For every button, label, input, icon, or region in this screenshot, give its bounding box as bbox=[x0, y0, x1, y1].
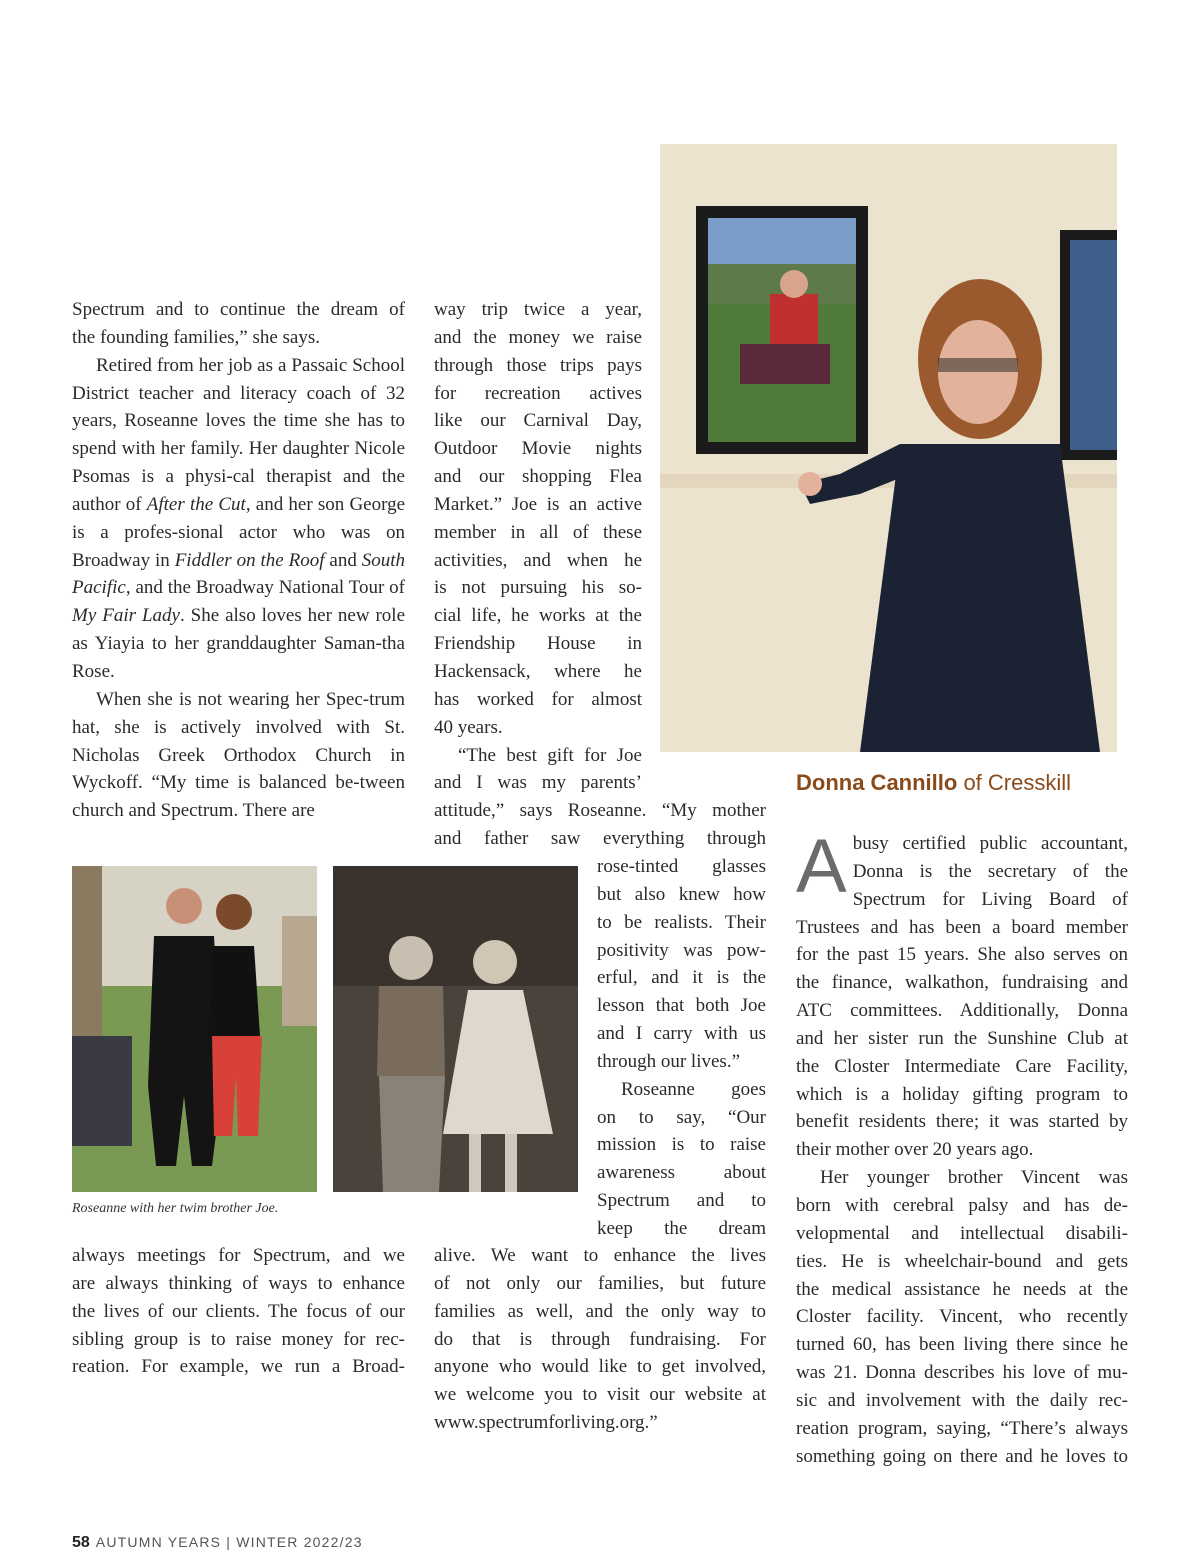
text-line: Closter facility. Vincent, who recently bbox=[796, 1306, 1128, 1328]
text-line: Hackensack, where he bbox=[434, 660, 642, 682]
text-line: benefit residents there; it was started by bbox=[796, 1111, 1128, 1133]
text-line: rose-tinted glasses bbox=[597, 856, 766, 877]
text-line: and father saw everything through bbox=[434, 827, 766, 849]
text-line: like our Carnival Day, bbox=[434, 410, 642, 432]
text-line: do that is through fundraising. For bbox=[434, 1328, 766, 1350]
text-line: their mother over 20 years ago. bbox=[796, 1139, 1034, 1161]
text-line: member in all of these bbox=[434, 521, 642, 543]
text-line: alive. We want to enhance the lives bbox=[434, 1245, 766, 1266]
text-line: was 21. Donna describes his love of mu- bbox=[796, 1362, 1128, 1384]
paragraph-retired: Retired from her job as a Passaic School District teacher and literacy coach of 32 years, Roseanne loves the time she has to spend with her family. Her daughter Nicole Psomas is a physi-cal therapist and the author of After the Cut, and her son George is a profes-sional actor who was on Broadway in Fiddler on the Roof and South Pacific, and the Broadway National Tour of My Fair Lady. She also loves her new role as Yiayia to her granddaughter Saman-tha Rose. bbox=[72, 354, 406, 682]
text-line: 40 years. bbox=[434, 716, 503, 738]
text-line: born with cerebral palsy and has de- bbox=[796, 1194, 1128, 1216]
text-line: lesson that both Joe bbox=[597, 995, 766, 1017]
column-2-top bbox=[434, 296, 642, 797]
text-line: ties. He is wheelchair-bound and gets bbox=[796, 1250, 1128, 1272]
text-line: Outdoor Movie nights bbox=[434, 438, 642, 460]
text-line: of not only our families, but future bbox=[434, 1272, 766, 1294]
text-line: “The best gift for Joe bbox=[458, 744, 642, 766]
donna-photo bbox=[660, 144, 1117, 752]
donna-photo-illustration bbox=[660, 144, 1117, 752]
text-line: attitude,” says Roseanne. “My mother bbox=[434, 800, 766, 821]
text-line: reation program, saying, “There’s always bbox=[796, 1417, 1128, 1439]
column-2-wide-lines bbox=[434, 797, 766, 853]
text-line: for recreation actives bbox=[434, 382, 642, 404]
text-line: and I carry with us bbox=[597, 1023, 766, 1045]
text-line: Spectrum for Living Board of bbox=[852, 888, 1128, 910]
heading-name: Donna Cannillo bbox=[796, 770, 958, 795]
text-line: turned 60, has been living there since he bbox=[796, 1334, 1128, 1356]
text-line: www.spectrumforliving.org.” bbox=[434, 1412, 658, 1434]
text-line: sibling group is to raise money for rec- bbox=[72, 1328, 405, 1350]
text-line: through those trips pays bbox=[434, 354, 642, 376]
column-2-bottom bbox=[434, 1242, 766, 1437]
text-line: ATC committees. Additionally, Donna bbox=[796, 1000, 1128, 1022]
text-line: the finance, walkathon, fundraising and bbox=[796, 972, 1128, 994]
text-line: and the money we raise bbox=[434, 326, 642, 348]
text-line: Spectrum and to continue the dream of bbox=[72, 299, 405, 320]
text-line: Spectrum and to bbox=[597, 1190, 766, 1212]
text-line: busy certified public accountant, bbox=[852, 833, 1128, 854]
text-line: on to say, “Our bbox=[597, 1106, 766, 1128]
heading-place: of Cresskill bbox=[957, 770, 1072, 795]
text-line: through our lives.” bbox=[597, 1050, 741, 1072]
text-line: reation. For example, we run a Broad- bbox=[72, 1356, 405, 1378]
column-1-bottom bbox=[72, 1242, 405, 1381]
text-line: families as well, and the only way to bbox=[434, 1300, 766, 1322]
text-line: awareness about bbox=[597, 1162, 766, 1184]
text-line: Market.” Joe is an active bbox=[434, 493, 642, 515]
text-line: the lives of our clients. The focus of our bbox=[72, 1300, 405, 1322]
text-line: always meetings for Spectrum, and we bbox=[72, 1245, 405, 1266]
column-2-narrow bbox=[597, 853, 766, 1243]
text-line: Her younger brother Vincent was bbox=[820, 1167, 1128, 1189]
text-line: Trustees and has been a board member bbox=[796, 916, 1128, 938]
text-line: positivity was pow- bbox=[597, 939, 766, 961]
text-line: way trip twice a year, bbox=[434, 299, 642, 320]
text-line: are always thinking of ways to enhance bbox=[72, 1272, 405, 1294]
publication-name: AUTUMN YEARS | WINTER 2022/23 bbox=[95, 1534, 363, 1550]
text-line: anyone who would like to get involved, bbox=[434, 1356, 766, 1378]
text-line: has worked for almost bbox=[434, 688, 642, 710]
childhood-photo-illustration bbox=[333, 866, 578, 1192]
text-line: and her sister run the Sunshine Club at bbox=[796, 1027, 1128, 1049]
text-line: the Closter Intermediate Care Facility, bbox=[796, 1055, 1128, 1077]
text-line: mission is to raise bbox=[597, 1134, 766, 1156]
roseanne-joe-childhood-photo bbox=[333, 866, 578, 1192]
text-line: Donna is the secretary of the bbox=[852, 860, 1128, 882]
roseanne-joe-adult-photo bbox=[72, 866, 317, 1192]
column-1-top bbox=[72, 296, 405, 825]
text-line: keep the dream bbox=[597, 1217, 766, 1239]
adult-photo-illustration bbox=[72, 866, 317, 1192]
drop-cap: A bbox=[796, 824, 847, 909]
photo-caption: Roseanne with her twim brother Joe. bbox=[72, 1201, 279, 1216]
text-line: velopmental and intellectual disabili- bbox=[796, 1222, 1128, 1244]
text-line: for the past 15 years. She also serves on bbox=[796, 944, 1128, 966]
text-line: Roseanne goes bbox=[621, 1078, 766, 1100]
text-line: erful, and it is the bbox=[597, 967, 766, 989]
column-3 bbox=[796, 824, 1128, 1470]
text-line: and I was my parents’ bbox=[434, 772, 642, 794]
page-footer bbox=[72, 1534, 363, 1552]
paragraph-spectrum-hat: When she is not wearing her Spec-trum hat, she is actively involved with St. Nicholas Greek Orthodox Church in Wyckoff. “My time is balanced be-tween church and Spectrum. There are bbox=[72, 688, 405, 822]
text-line: is not pursuing his so- bbox=[434, 577, 642, 599]
text-line: to be realists. Their bbox=[597, 911, 766, 933]
text-line: and our shopping Flea bbox=[434, 466, 642, 488]
page-number: 58 bbox=[72, 1534, 90, 1551]
text-line: something going on there and he loves to bbox=[796, 1445, 1128, 1467]
text-line: activities, and when he bbox=[434, 549, 642, 571]
text-line: we welcome you to visit our website at bbox=[434, 1384, 766, 1406]
text-line: which is a holiday gifting program to bbox=[796, 1083, 1128, 1105]
text-line: cial life, he works at the bbox=[434, 605, 642, 627]
text-line: but also knew how bbox=[597, 883, 766, 905]
text-line: the founding families,” she says. bbox=[72, 326, 321, 348]
section-heading bbox=[796, 770, 1071, 796]
text-line: Friendship House in bbox=[434, 633, 642, 655]
text-line: the medical assistance he needs at the bbox=[796, 1278, 1128, 1300]
text-line: sic and involvement with the daily rec- bbox=[796, 1389, 1128, 1411]
